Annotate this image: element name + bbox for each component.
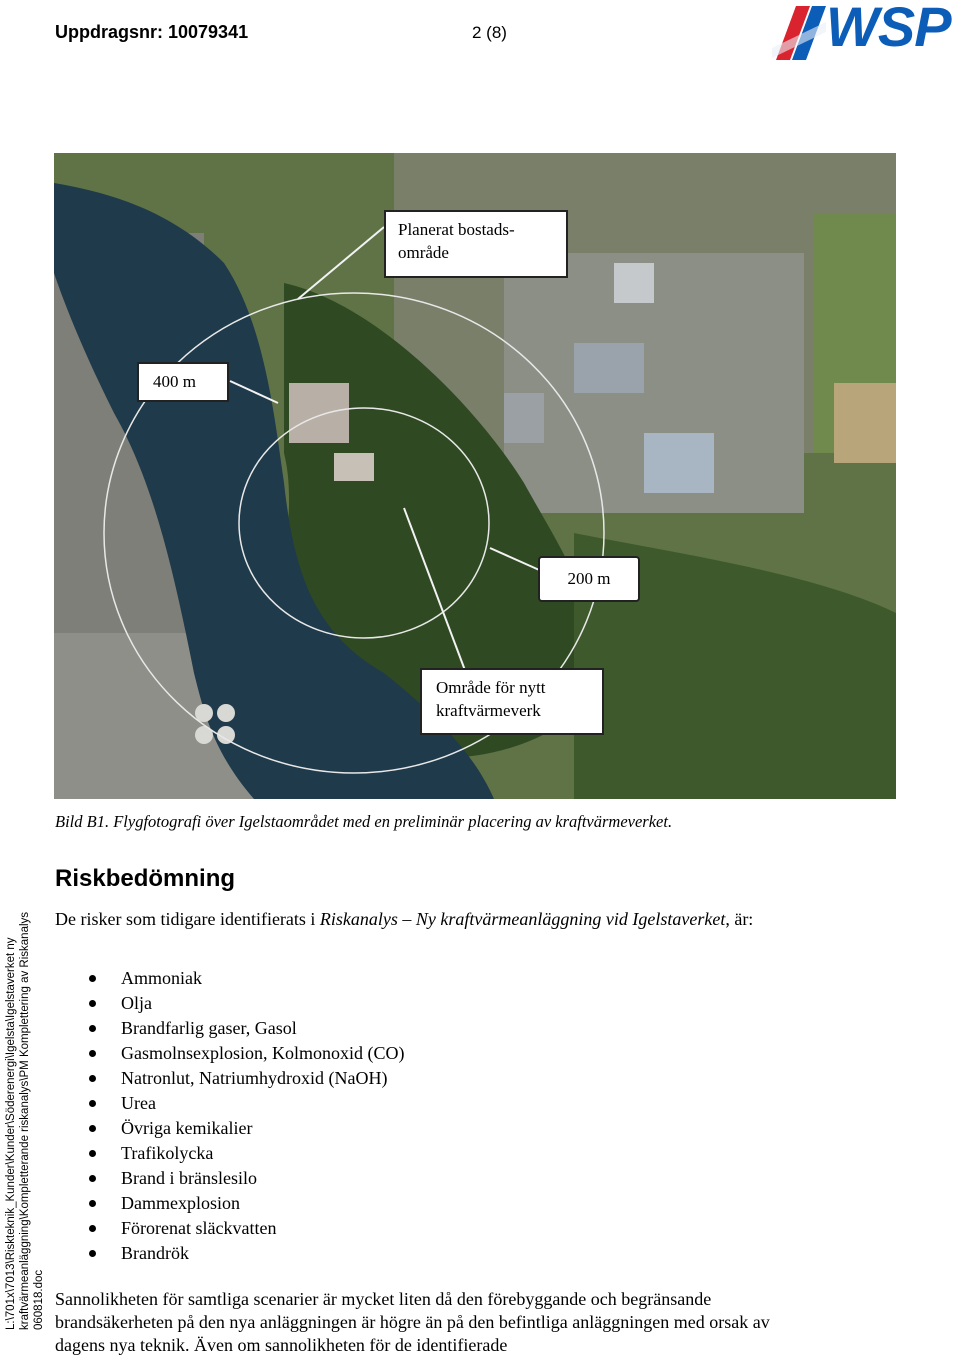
page-number: 2 (8) [472,23,507,42]
list-item: Brandrök [55,1241,405,1266]
callout-200m: 200 m [538,556,640,602]
list-item: Natronlut, Natriumhydroxid (NaOH) [55,1066,405,1091]
list-item: Ammoniak [55,966,405,991]
wsp-logo-mark [770,2,830,64]
list-item: Brand i bränslesilo [55,1166,405,1191]
list-item: Förorenat släckvatten [55,1216,405,1241]
assignment-number: Uppdragsnr: 10079341 [55,22,249,42]
list-item: Gasmolnsexplosion, Kolmonoxid (CO) [55,1041,405,1066]
callout-planned-housing: Planerat bostads-område [384,210,568,278]
logo-wordmark: WSP [826,0,951,58]
figure-caption: Bild B1. Flygfotografi över Igelstaområdet med en preliminär placering av kraftvärmeverket. [55,812,673,831]
margin-file-path: L:\701x\7013\Riskteknik_Kunder\Kunder\Söderenergi\Igelsta\Igelstaverket ny kraftvärmeanläggning\Kompletterande riskanalys\PM Komplettering av Riskanalys 060818.doc [5,911,45,1330]
list-item: Övriga kemikalier [55,1116,405,1141]
intro-text-a: De risker som tidigare identifierats i [55,909,320,929]
report-reference: Riskanalys – Ny kraftvärmeanläggning vid Igelstaverket [319,909,726,929]
list-item: Dammexplosion [55,1191,405,1216]
intro-text-b: , är: [725,909,754,929]
list-item: Trafikolycka [55,1141,405,1166]
list-item: Urea [55,1091,405,1116]
risk-list [55,966,405,1266]
callout-new-plant-area: Område för nytt kraftvärmeverk [420,668,604,735]
list-item: Olja [55,991,405,1016]
closing-paragraph: Sannolikheten för samtliga scenarier är mycket liten då den förebyggande och begränsande brandsäkerheten på den nya anläggningen är högre än på den befintliga anläggningen med orsak av dagens nya teknik. Även om sannolikheten för de identifierade [55,1289,770,1355]
callout-400m: 400 m [137,362,229,402]
list-item: Brandfarlig gaser, Gasol [55,1016,405,1041]
intro-paragraph [55,907,775,931]
wsp-logo [770,2,960,64]
section-heading: Riskbedömning [55,865,236,892]
